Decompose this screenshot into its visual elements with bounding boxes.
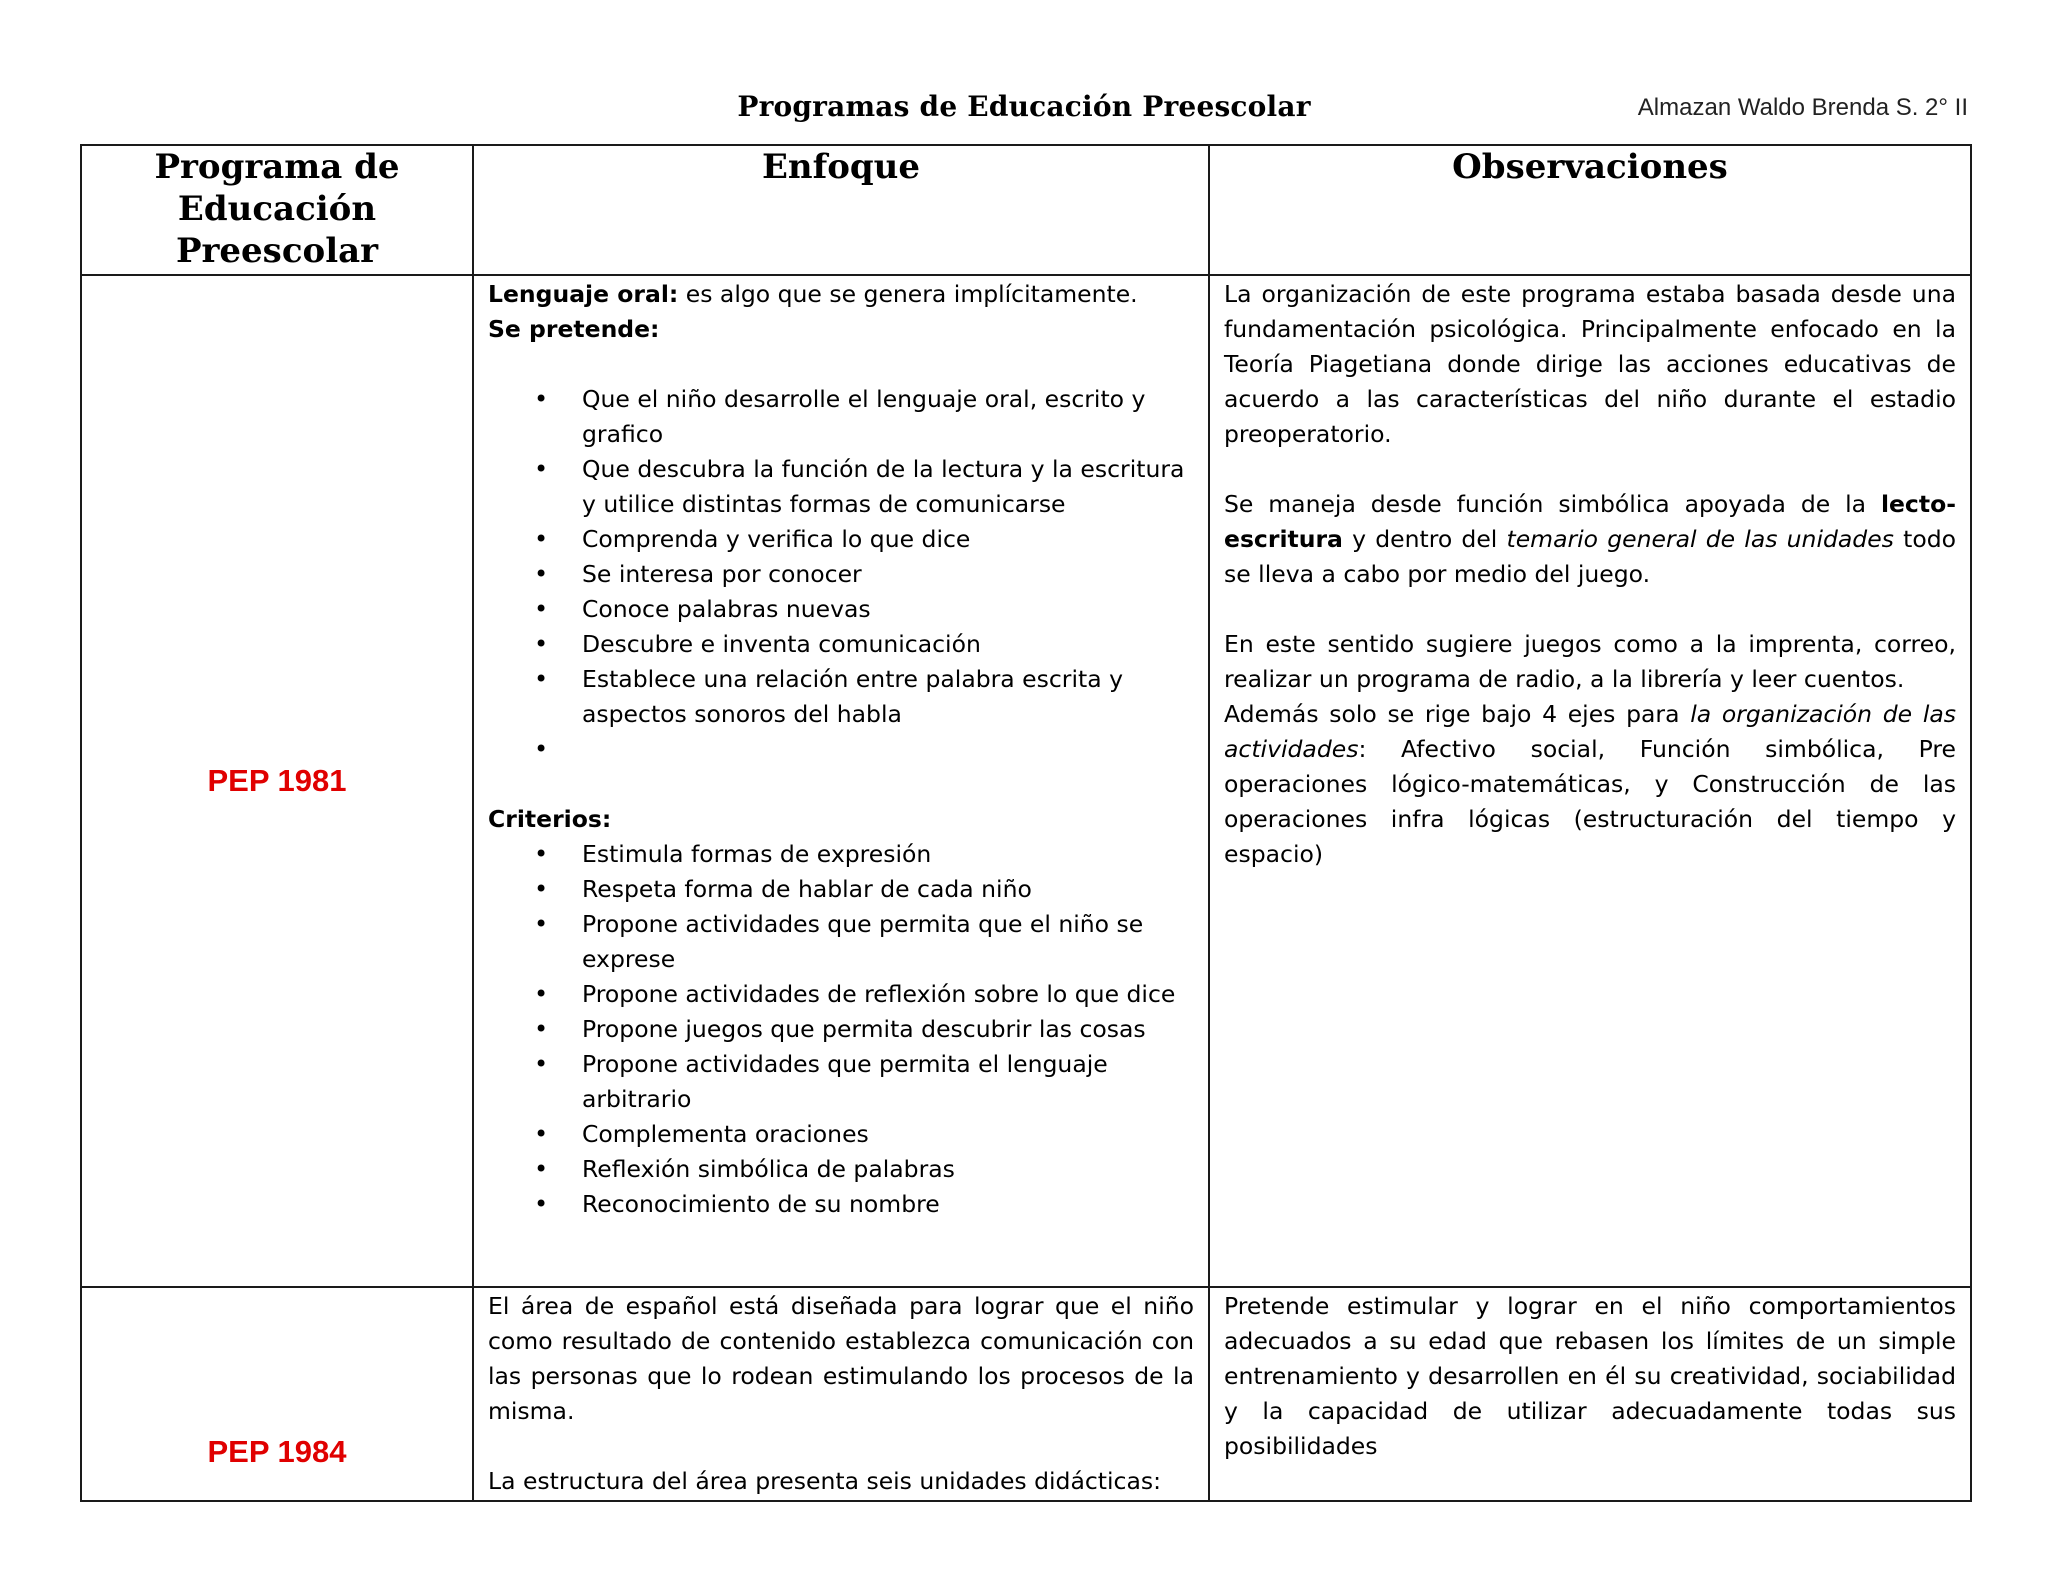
header-enfoque: Enfoque [473,145,1209,275]
list-item: • Respeta forma de hablar de cada niño [488,872,1194,907]
program-label-pep-1984: PEP 1984 [207,1434,347,1469]
program-cell [81,1287,473,1501]
organizacion-italic: la organización de las actividades [1224,700,1957,763]
obs-p3-line1: En este sentido sugiere juegos como a la imprenta, correo, realizar un programa de radio, a la librería y leer cuentos. [1224,630,1956,693]
table-row [81,275,1971,1287]
list-item: • Que descubra la función de la lectura y la escritura y utilice distintas formas de comunicarse [488,452,1194,522]
list-item-empty [488,732,1194,767]
table-row [81,1287,1971,1501]
obs-p2-part-b: y dentro del [1342,525,1507,553]
observaciones-cell [1209,1287,1971,1501]
observaciones-paragraph-2 [1224,487,1956,592]
enfoque-cell [473,1287,1209,1501]
criterios-list [488,837,1194,1222]
list-item: • Estimula formas de expresión [488,837,1194,872]
programs-table [80,144,1972,1502]
obs-p3-part-b: : Afectivo social, Función simbólica, Pre operaciones lógico-matemáticas, y Construcción de las operaciones infra lógicas (estructuración del tiempo y espacio) [1224,735,1956,868]
program-cell [81,275,473,1287]
list-item: • Complementa oraciones [488,1117,1194,1152]
table-header-row [81,145,1971,275]
enfoque-1984-paragraph-2: La estructura del área presenta seis unidades didácticas: [488,1467,1162,1495]
obs-p2-part-a: Se maneja desde función simbólica apoyada de la [1224,490,1881,518]
observaciones-1984-paragraph-1: Pretende estimular y lograr en el niño comportamientos adecuados a su edad que rebasen los límites de un simple entrenamiento y desarrollen en él su creatividad, sociabilidad y la capacidad de utilizar adecuadamente todas sus posibilidades [1224,1292,1956,1460]
list-item: • Descubre e inventa comunicación [488,627,1194,662]
document-title: Programas de Educación Preescolar [737,90,1311,123]
header-programa-line3: Preescolar [175,231,379,271]
list-item: • Propone actividades que permita el lenguaje arbitrario [488,1047,1194,1117]
list-item: • Establece una relación entre palabra escrita y aspectos sonoros del habla [488,662,1194,732]
list-item: • Conoce palabras nuevas [488,592,1194,627]
list-item: • Propone juegos que permita descubrir las cosas [488,1012,1194,1047]
list-item: • Se interesa por conocer [488,557,1194,592]
program-label-pep-1981: PEP 1981 [207,763,347,798]
obs-p2-part-c: todo se lleva a cabo por medio del juego. [1224,525,1956,588]
observaciones-cell [1209,275,1971,1287]
enfoque-cell [473,275,1209,1287]
document-author: Almazan Waldo Brenda S. 2° II [1637,94,1968,121]
observaciones-paragraph-3 [1224,627,1956,872]
lecto-escritura-bold: lecto-escritura [1224,490,1956,553]
lenguaje-oral-text: es algo que se genera implícitamente. [678,280,1138,308]
header-observaciones: Observaciones [1209,145,1971,275]
pretende-list [488,382,1194,767]
list-item: • Reflexión simbólica de palabras [488,1152,1194,1187]
se-pretende-label: Se pretende: [488,315,660,343]
header-programa-line1: Programa de [154,147,400,187]
header-programa [81,145,473,275]
observaciones-paragraph-1: La organización de este programa estaba basada desde una fundamentación psicológica. Principalmente enfocado en la Teoría Piagetiana donde dirige las acciones educativas de acuerdo a las características del niño durante el estadio preoperatorio. [1224,280,1956,448]
header-programa-line2: Educación [177,189,377,229]
list-item: • Que el niño desarrolle el lenguaje oral, escrito y grafico [488,382,1194,452]
list-item: • Propone actividades que permita que el niño se exprese [488,907,1194,977]
list-item: • Comprenda y verifica lo que dice [488,522,1194,557]
lenguaje-oral-label: Lenguaje oral: [488,280,679,308]
list-item: • Propone actividades de reflexión sobre lo que dice [488,977,1194,1012]
obs-p3-part-a: Además solo se rige bajo 4 ejes para [1224,700,1691,728]
enfoque-intro [488,277,1194,312]
temario-italic: temario general de las unidades [1506,525,1894,553]
list-item: • Reconocimiento de su nombre [488,1187,1194,1222]
criterios-label: Criterios: [488,805,612,833]
enfoque-1984-paragraph-1: El área de español está diseñada para lograr que el niño como resultado de contenido establezca comunicación con las personas que lo rodean estimulando los procesos de la misma. [488,1292,1194,1425]
